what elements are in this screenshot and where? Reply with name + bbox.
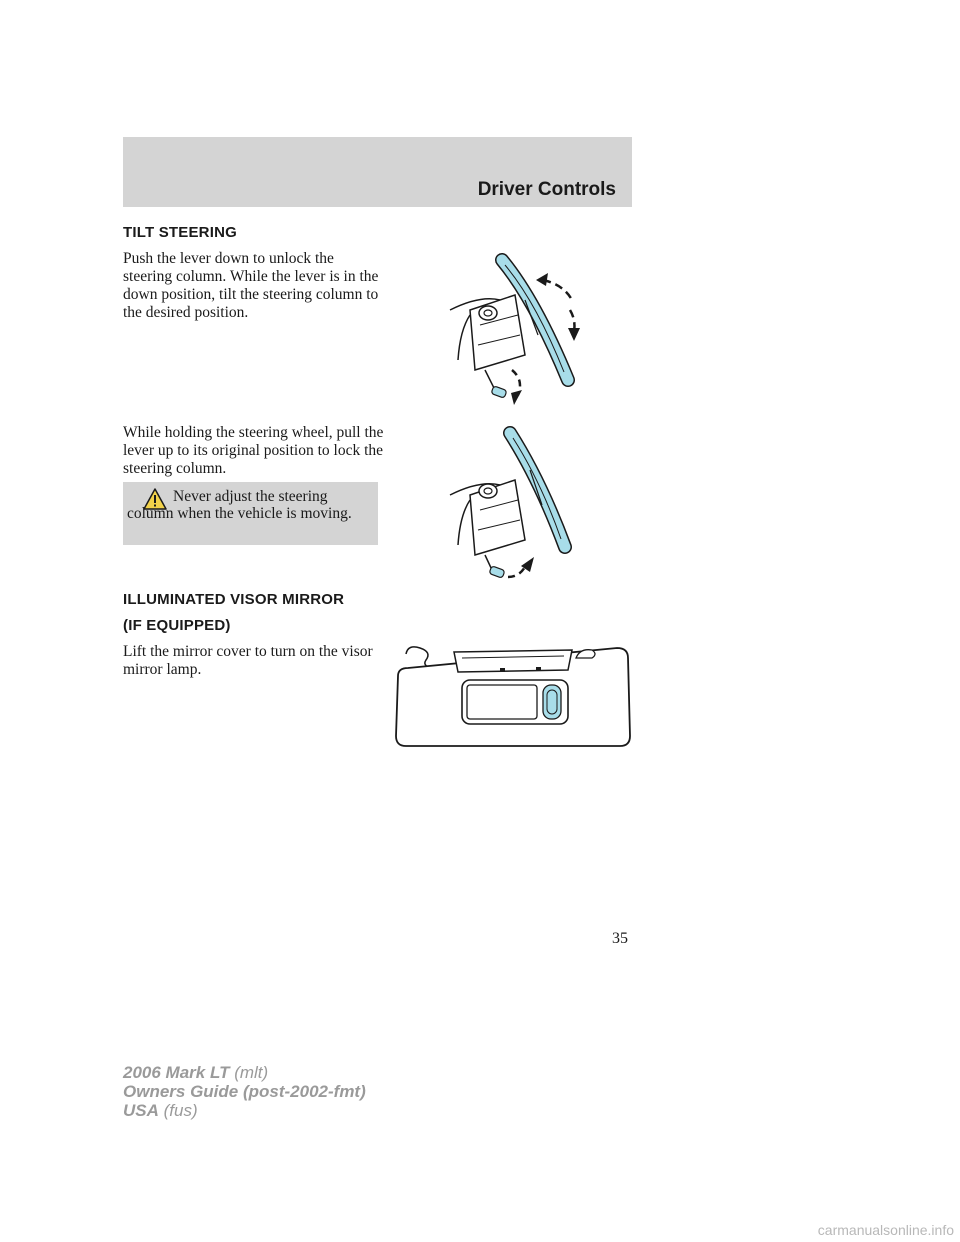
visor-mirror-heading: ILLUMINATED VISOR MIRROR xyxy=(123,591,345,608)
steering-lock-illustration xyxy=(440,425,600,595)
steering-tilt-down-illustration xyxy=(440,240,600,420)
section-title: Driver Controls xyxy=(477,179,616,200)
warning-box xyxy=(123,482,378,545)
page-number: 35 xyxy=(612,930,628,947)
tilt-unlock-paragraph: Push the lever down to unlock the steering column. While the lever is in the down position, tilt the steering column to the desired position. xyxy=(123,250,379,321)
visor-mirror-illustration xyxy=(392,638,634,750)
document-footer xyxy=(123,1063,366,1120)
section-header-band xyxy=(123,137,632,207)
footer-model: 2006 Mark LT xyxy=(123,1063,230,1082)
warning-text: Never adjust the steering column when the vehicle is moving. xyxy=(127,488,352,522)
footer-guide: Owners Guide (post-2002-fmt) xyxy=(123,1082,366,1101)
footer-region: USA xyxy=(123,1101,159,1120)
tilt-lock-paragraph: While holding the steering wheel, pull the lever up to its original position to lock the steering column. xyxy=(123,424,384,477)
visor-mirror-subheading: (IF EQUIPPED) xyxy=(123,617,231,634)
tilt-steering-heading: TILT STEERING xyxy=(123,224,237,241)
footer-model-code: (mlt) xyxy=(229,1063,269,1082)
visor-mirror-paragraph: Lift the mirror cover to turn on the visor mirror lamp. xyxy=(123,643,373,678)
watermark-text: carmanualsonline.info xyxy=(817,1222,954,1238)
footer-region-code: (fus) xyxy=(158,1101,198,1120)
